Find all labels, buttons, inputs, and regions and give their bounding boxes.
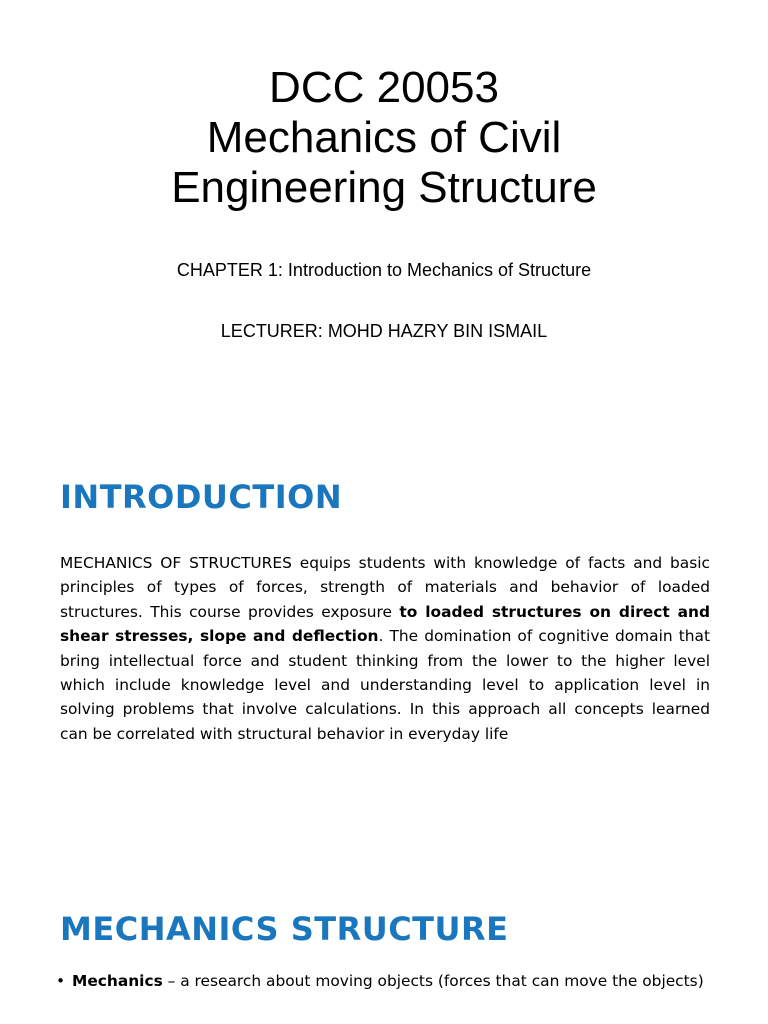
course-code: DCC 20053	[269, 63, 499, 112]
lecturer-name: LECTURER: MOHD HAZRY BIN ISMAIL	[220, 321, 548, 341]
introduction-slide	[0, 420, 768, 850]
introduction-paragraph	[60, 551, 710, 746]
mechanics-bullet-list	[56, 970, 716, 993]
introduction-heading: INTRODUCTION	[60, 478, 343, 516]
paragraph-text-start: MECHANICS OF STRUCTURES equips students with knowledge of facts and basic principles of types of forces, strength of materials and behavior of loaded structures. This course provides exposure	[60, 554, 710, 621]
paragraph-text-end: . The domination of cognitive domain that bring intellectual force and student thinking from the lower to the higher level which include knowledge level and understanding level to application level in solving problems that involve calculations. In this approach all concepts learned can be correlated with structural behavior in everyday life	[60, 627, 710, 743]
course-name-line-2: Engineering Structure	[171, 163, 597, 212]
bullet-text: – a research about moving objects (forces that can move the objects)	[162, 972, 704, 990]
bullet-icon: •	[56, 972, 66, 990]
bullet-term: Mechanics	[72, 972, 163, 990]
title-slide	[0, 0, 768, 420]
course-name-line-1: Mechanics of Civil	[206, 113, 562, 162]
course-title	[0, 63, 768, 213]
list-item	[56, 970, 716, 993]
mechanics-structure-heading: MECHANICS STRUCTURE	[60, 910, 509, 948]
paragraph-emphasis: to loaded structures on direct and shear stresses, slope and deflection	[60, 602, 710, 646]
chapter-subtitle: CHAPTER 1: Introduction to Mechanics of Structure	[176, 260, 592, 280]
mechanics-structure-slide	[0, 850, 768, 1024]
